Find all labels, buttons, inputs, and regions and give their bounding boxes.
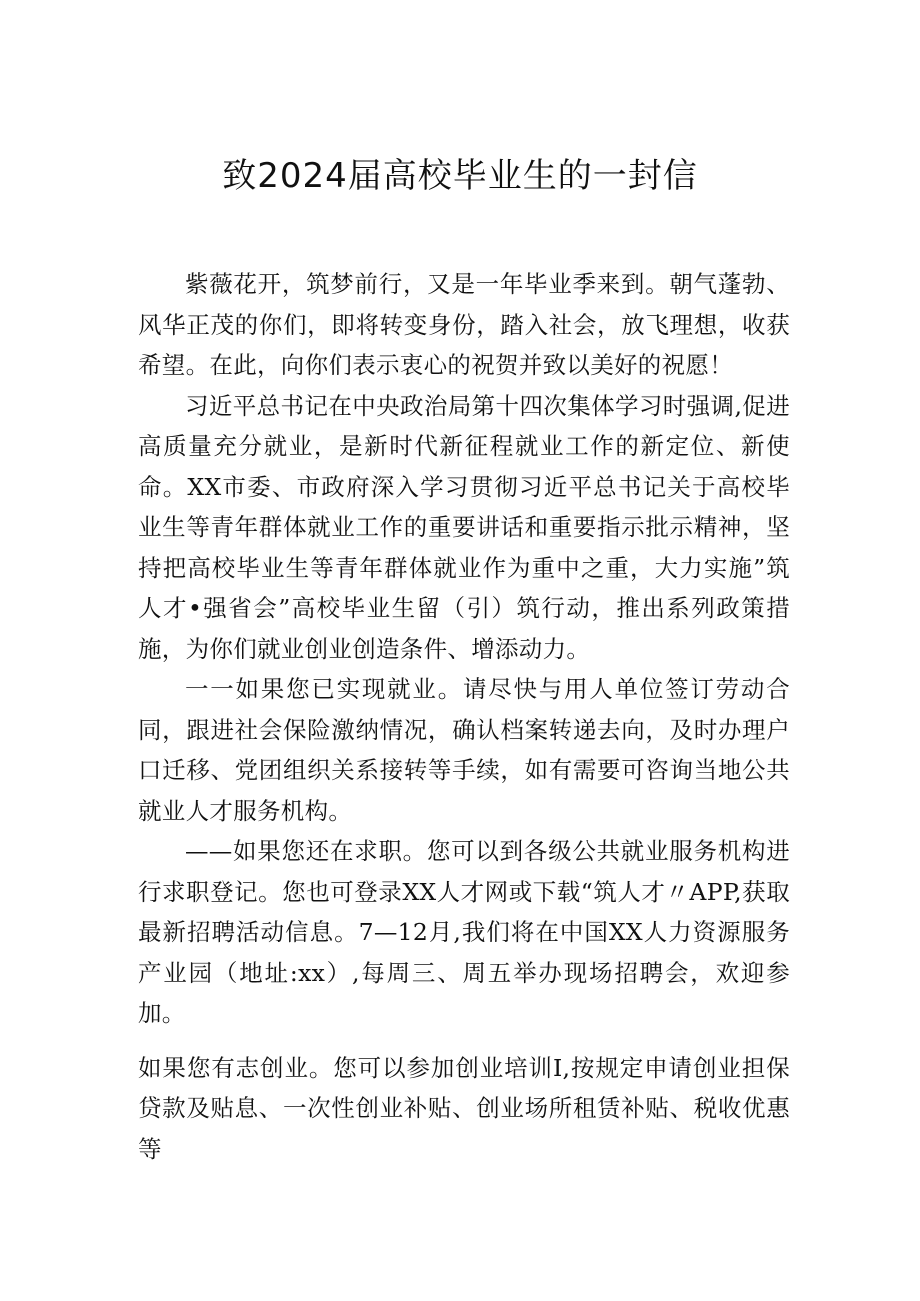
paragraph-policy: 习近平总书记在中央政治局第十四次集体学习时强调,促进高质量充分就业，是新时代新征程就业工作的新定位、新使命。XX市委、市政府深入学习贯彻习近平总书记关于高校毕业生等青年群体就业工作的重要讲话和重要指示批示精神，坚持把高校毕业生等青年群体就业作为重中之重，大力实施”筑人才•强省会”高校毕业生留（引）筑行动，推出系列政策措施，为你们就业创业创造条件、增添动力。 [138,391,790,663]
document-title: 致2024届高校毕业生的一封信 [222,156,698,196]
paragraph-employed: 一一如果您已实现就业。请尽快与用人单位签订劳动合同，跟进社会保险激纳情况，确认档案转递去向，及时办理户口迁移、党团组织关系接转等手续，如有需要可咨询当地公共就业人才服务机构。 [138,675,790,825]
document-body [138,264,790,1169]
paragraph-job-seeking: ——如果您还在求职。您可以到各级公共就业服务机构进行求职登记。您也可登录XX人才网或下载“筑人才〃APP,获取最新招聘活动信息。7—12月,我们将在中国XX人力资源服务产业园（地址:xx）,每周三、周五举办现场招聘会，欢迎参加。 [138,837,790,1027]
paragraph-greeting: 紫薇花开，筑梦前行，又是一年毕业季来到。朝气蓬勃、风华正茂的你们，即将转变身份，踏入社会，放飞理想，收获希望。在此，向你们表示衷心的祝贺并致以美好的祝愿！ [138,270,790,379]
paragraph-entrepreneurship: 如果您有志创业。您可以参加创业培训I,按规定申请创业担保贷款及贴息、一次性创业补贴、创业场所租赁补贴、税收优惠等 [138,1053,790,1163]
